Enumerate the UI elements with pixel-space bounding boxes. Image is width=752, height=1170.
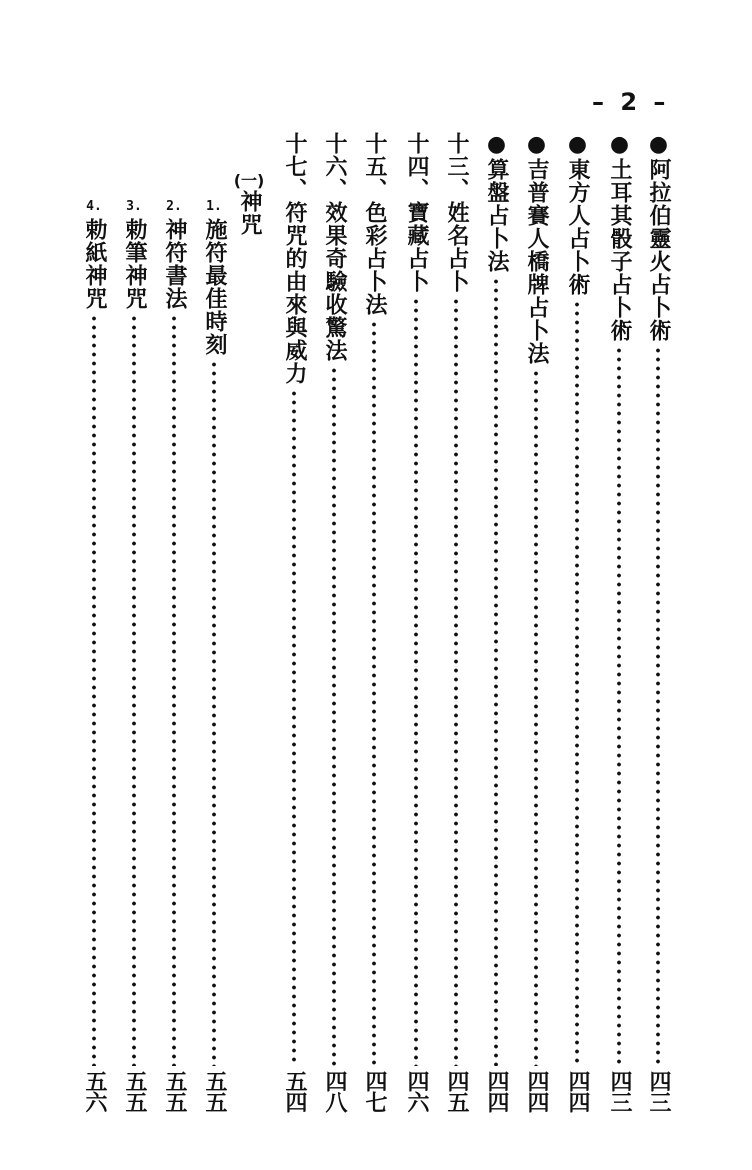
toc-entry-title: ●吉普賽人橋牌占卜法 xyxy=(524,132,549,365)
toc-entry[interactable] xyxy=(643,132,673,1112)
dot-leader xyxy=(617,346,621,1066)
dot-leader xyxy=(575,300,579,1066)
dot-leader xyxy=(92,314,96,1066)
dot-leader xyxy=(212,360,216,1066)
toc-sub-entry-page: 五六 xyxy=(82,1070,107,1112)
toc-entry-page: 四八 xyxy=(322,1070,347,1112)
toc-entry-page: 四三 xyxy=(646,1070,671,1112)
toc-entry-page: 四四 xyxy=(565,1070,590,1112)
dot-leader xyxy=(656,346,660,1066)
dot-leader xyxy=(494,277,498,1066)
toc-entry-title: 十七、符咒的由來與威力 xyxy=(282,132,307,385)
toc-entry[interactable] xyxy=(279,132,309,1112)
section-heading xyxy=(234,172,264,236)
toc-entry-title: ●東方人占卜術 xyxy=(565,132,590,296)
toc-entry[interactable] xyxy=(441,132,471,1112)
toc-sub-entry-title: 勅筆神咒 xyxy=(122,218,147,310)
toc-entry[interactable] xyxy=(562,132,592,1112)
toc-entry-page: 四五 xyxy=(444,1070,469,1112)
sub-entry-number: 3. xyxy=(126,199,142,214)
sub-entry-number: 4. xyxy=(86,199,102,214)
toc-sub-entry-title: 勅紙神咒 xyxy=(82,218,107,310)
section-title: 神咒 xyxy=(237,190,262,236)
sub-entry-number: 1. xyxy=(206,199,222,214)
toc-entry[interactable] xyxy=(401,132,431,1112)
toc-entry-page: 四四 xyxy=(484,1070,509,1112)
toc-sub-entry[interactable] xyxy=(159,200,189,1112)
toc-entry-page: 四七 xyxy=(362,1070,387,1112)
toc-sub-entry[interactable] xyxy=(79,200,109,1112)
dot-leader xyxy=(172,314,176,1066)
dot-leader xyxy=(414,297,418,1066)
section-marker: (一) xyxy=(233,171,265,190)
page-number: – 2 – xyxy=(592,88,670,116)
toc-entry-title: 十五、色彩占卜法 xyxy=(362,132,387,316)
toc-sub-entry[interactable] xyxy=(199,200,229,1112)
toc-entry-title: 十六、效果奇驗收驚法 xyxy=(322,132,347,362)
dot-leader xyxy=(534,369,538,1066)
toc-sub-entry[interactable] xyxy=(119,200,149,1112)
toc-entry-title: 十四、寶藏占卜 xyxy=(404,132,429,293)
dot-leader xyxy=(454,297,458,1066)
toc-entry[interactable] xyxy=(521,132,551,1112)
toc-entry[interactable] xyxy=(319,132,349,1112)
dot-leader xyxy=(372,320,376,1066)
toc-entry[interactable] xyxy=(604,132,634,1112)
toc-sub-entry-title: 施符最佳時刻 xyxy=(202,218,227,356)
toc-entry-title: 十三、姓名占卜 xyxy=(444,132,469,293)
toc-entry-page: 四三 xyxy=(607,1070,632,1112)
toc-sub-entry-title: 神符書法 xyxy=(162,218,187,310)
toc-entry-title: ●算盤占卜法 xyxy=(484,132,509,273)
toc-entry[interactable] xyxy=(359,132,389,1112)
dot-leader xyxy=(132,314,136,1066)
toc-entry-title: ●阿拉伯靈火占卜術 xyxy=(646,132,671,342)
toc-sub-entry-page: 五五 xyxy=(202,1070,227,1112)
sub-entry-number: 2. xyxy=(166,199,182,214)
toc-sub-entry-page: 五五 xyxy=(122,1070,147,1112)
toc-entry[interactable] xyxy=(481,132,511,1112)
toc-sub-entry-page: 五五 xyxy=(162,1070,187,1112)
toc-entry-page: 四四 xyxy=(524,1070,549,1112)
dot-leader xyxy=(332,366,336,1066)
dot-leader xyxy=(292,389,296,1066)
toc-entry-title: ●土耳其骰子占卜術 xyxy=(607,132,632,342)
toc-entry-page: 五四 xyxy=(282,1070,307,1112)
toc-entry-page: 四六 xyxy=(404,1070,429,1112)
